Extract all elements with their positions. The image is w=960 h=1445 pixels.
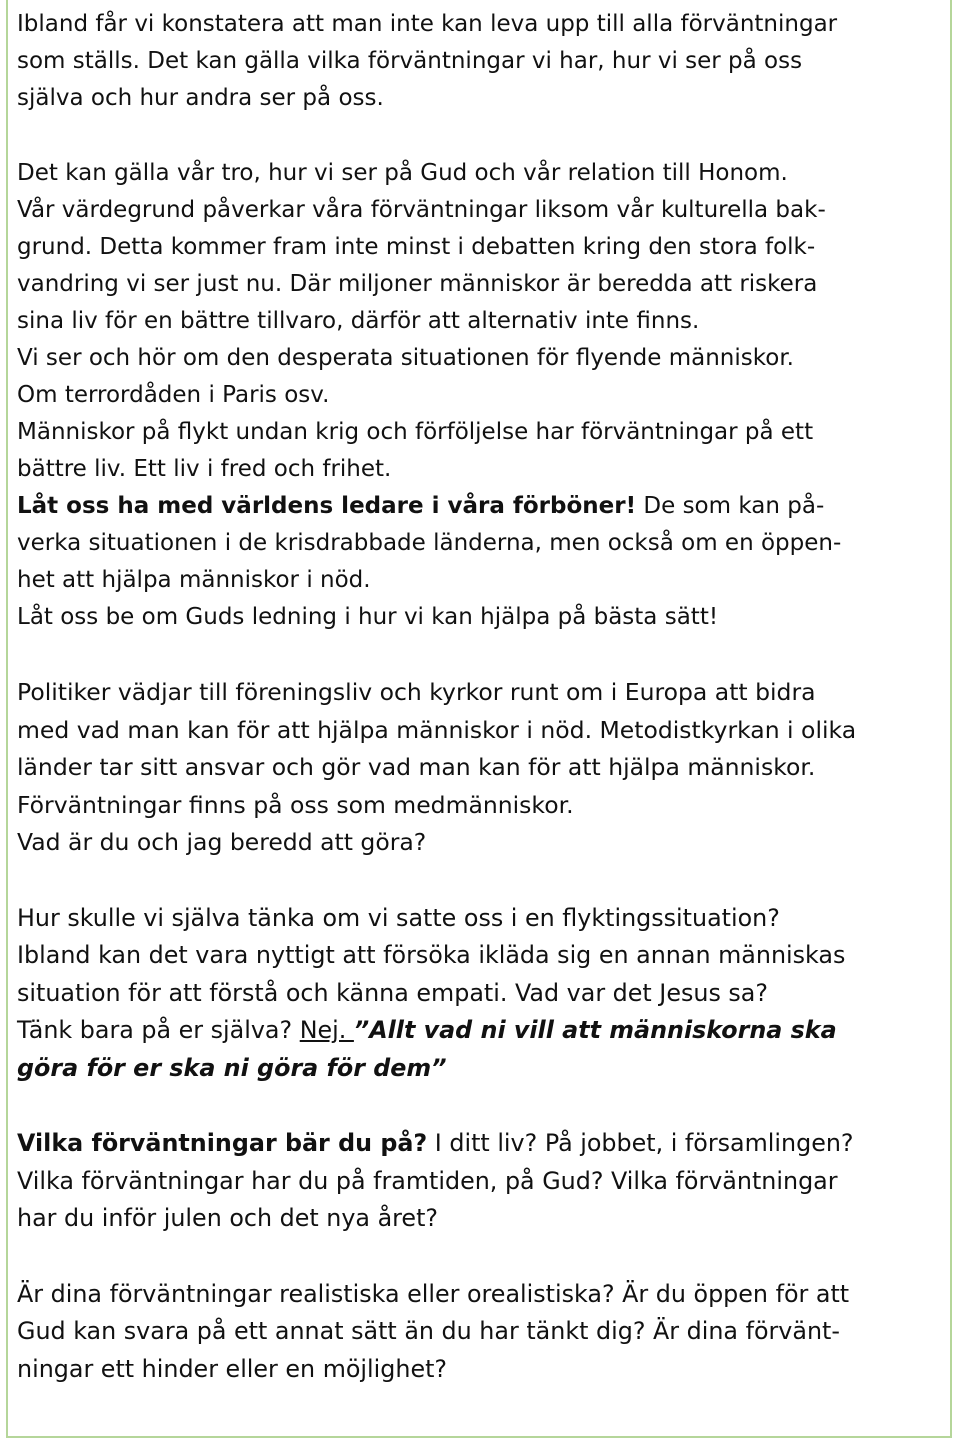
text-line: sina liv för en bättre tillvaro, därför att alternativ inte finns. — [17, 308, 700, 334]
paragraph-intro — [17, 6, 947, 117]
text-line: Ibland får vi konstatera att man inte kan leva upp till alla förväntningar — [17, 11, 838, 37]
text-line: länder tar sitt ansvar och gör vad man kan för att hjälpa människor. — [17, 753, 816, 781]
underlined-word: Nej. — [299, 1016, 354, 1044]
text-line: har du inför julen och det nya året? — [17, 1204, 439, 1232]
text-line: verka situationen i de krisdrabbade länderna, men också om en öppen- — [17, 530, 842, 556]
text-line: Om terrordåden i Paris osv. — [17, 382, 330, 408]
text-fragment: Tänk bara på er själva? — [17, 1016, 300, 1044]
text-line: Vad är du och jag beredd att göra? — [17, 828, 427, 856]
text-line: Politiker vädjar till föreningsliv och kyrkor runt om i Europa att bidra — [17, 678, 816, 706]
text-fragment: I ditt liv? På jobbet, i församlingen? — [427, 1129, 854, 1157]
text-line: med vad man kan för att hjälpa människor i nöd. Metodistkyrkan i olika — [17, 715, 857, 744]
text-line — [17, 1012, 947, 1050]
text-line: Vilka förväntningar har du på framtiden, på Gud? Vilka förväntningar — [17, 1166, 838, 1195]
text-line: Hur skulle vi själva tänka om vi satte oss i en flyktingssituation? — [17, 903, 780, 932]
paragraph-expectations — [17, 1125, 947, 1238]
text-line: Förväntningar finns på oss som medmänniskor. — [17, 790, 574, 819]
paragraph-politicians — [17, 674, 947, 862]
text-line: Ibland kan det vara nyttigt att försöka ikläda sig en annan människas — [17, 941, 846, 969]
text-line — [17, 488, 947, 525]
text-line: Är dina förväntningar realistiska eller orealistiska? Är du öppen för att — [17, 1279, 850, 1308]
prayer-call-bold: Låt oss ha med världens ledare i våra förböner! — [17, 493, 637, 519]
text-line: ningar ett hinder eller en möjlighet? — [17, 1354, 448, 1383]
text-line: som ställs. Det kan gälla vilka förväntningar vi har, hur vi ser på oss — [17, 48, 803, 74]
text-line: Vår värdegrund påverkar våra förväntningar liksom vår kulturella bak- — [17, 197, 826, 223]
paragraph-faith — [17, 155, 947, 636]
text-line: grund. Detta kommer fram inte minst i debatten kring den stora folk- — [17, 234, 816, 260]
text-line: själva och hur andra ser på oss. — [17, 85, 384, 111]
text-line: Människor på flykt undan krig och förföljelse har förväntningar på ett — [17, 419, 814, 445]
question-bold: Vilka förväntningar bär du på? — [17, 1129, 428, 1157]
paragraph-refugee — [17, 900, 947, 1088]
text-line: vandring vi ser just nu. Där miljoner människor är beredda att riskera — [17, 271, 818, 297]
text-line: situation för att förstå och känna empati. Vad var det Jesus sa? — [17, 978, 769, 1007]
text-line: Vi ser och hör om den desperata situationen för flyende människor. — [17, 345, 794, 371]
document-body — [17, 6, 947, 1388]
bible-quote: göra för er ska ni göra för dem” — [17, 1053, 447, 1082]
text-line: Låt oss be om Guds ledning i hur vi kan hjälpa på bästa sätt! — [17, 604, 719, 630]
text-line: Gud kan svara på ett annat sätt än du har tänkt dig? Är dina förvänt- — [17, 1317, 840, 1345]
text-fragment: De som kan på- — [636, 493, 825, 519]
text-line: Det kan gälla vår tro, hur vi ser på Gud och vår relation till Honom. — [17, 160, 788, 186]
paragraph-closing — [17, 1276, 947, 1389]
text-line: het att hjälpa människor i nöd. — [17, 567, 371, 593]
text-line: bättre liv. Ett liv i fred och frihet. — [17, 456, 392, 482]
text-line — [17, 1125, 947, 1163]
bible-quote: ”Allt vad ni vill att människorna ska — [353, 1016, 837, 1044]
